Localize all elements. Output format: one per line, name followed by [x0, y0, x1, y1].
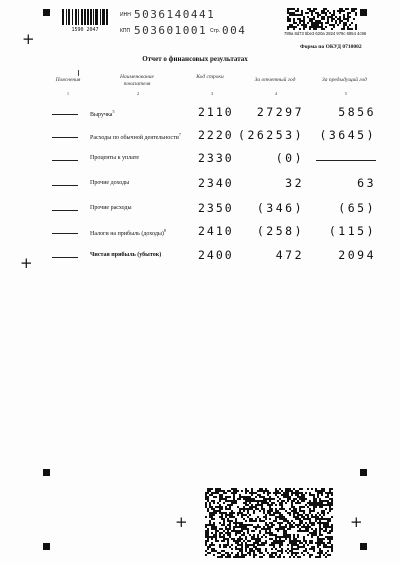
barcode-module	[281, 552, 283, 554]
indicator-name: Выручка$^5$	[90, 109, 115, 118]
barcode-module	[307, 534, 309, 536]
row-code: 2400	[198, 248, 234, 262]
column-number: 1	[66, 91, 70, 96]
kpp-value: 503601001	[134, 24, 208, 37]
previous-year-value: 5856	[338, 105, 376, 119]
barcode-bar	[95, 9, 98, 25]
barcode-module	[303, 28, 305, 30]
barcode-module	[263, 544, 265, 546]
barcode-module	[273, 498, 275, 500]
barcode-module	[245, 520, 247, 522]
column-number: 4	[274, 91, 278, 96]
barcode-bar	[81, 9, 83, 25]
barcode-module	[331, 508, 333, 510]
barcode-bar	[72, 9, 73, 25]
barcode-module	[207, 540, 209, 542]
barcode-module	[263, 492, 265, 494]
barcode-module	[219, 500, 221, 502]
column-header-notes: Пояснения	[55, 77, 81, 83]
barcode-module	[343, 28, 345, 30]
barcode-module	[213, 554, 215, 556]
registration-square-bottom-right	[360, 469, 367, 476]
barcode-module	[331, 538, 333, 540]
barcode-module	[343, 10, 345, 12]
barcode-module	[321, 534, 323, 536]
barcode-module	[235, 492, 237, 494]
barcode-module	[287, 28, 289, 30]
page-number: 004	[222, 24, 247, 37]
crosshair-mark: +	[22, 30, 35, 48]
barcode-module	[299, 556, 301, 558]
barcode-module	[205, 516, 207, 518]
barcode-module	[243, 556, 245, 558]
barcode-bar	[106, 9, 108, 25]
top-barcode	[62, 9, 108, 25]
barcode-module	[289, 20, 291, 22]
barcode-module	[315, 8, 317, 10]
barcode-module	[331, 28, 333, 30]
indicator-name: Прочие расходы	[90, 205, 132, 211]
barcode-module	[241, 490, 243, 492]
inn-label: ИНН	[120, 12, 131, 18]
barcode-module	[319, 544, 321, 546]
crosshair-mark: +	[350, 513, 363, 531]
barcode-module	[283, 556, 285, 558]
note-cell	[52, 210, 78, 211]
barcode-module	[303, 506, 305, 508]
barcode-module	[255, 528, 257, 530]
barcode-module	[273, 556, 275, 558]
barcode-module	[249, 554, 251, 556]
note-cell	[52, 257, 78, 258]
crosshair-mark: +	[20, 254, 33, 272]
previous-year-value: (115)	[328, 224, 376, 238]
barcode-bar	[78, 9, 79, 25]
barcode-module	[223, 540, 225, 542]
barcode-module	[249, 514, 251, 516]
barcode-module	[215, 496, 217, 498]
barcode-module	[269, 518, 271, 520]
barcode-module	[339, 22, 341, 24]
barcode-module	[231, 544, 233, 546]
barcode-module	[205, 554, 207, 556]
row-code: 2110	[198, 105, 234, 119]
barcode-module	[305, 26, 307, 28]
indicator-name: Чистая прибыль (убыток)	[90, 252, 162, 258]
barcode-module	[349, 12, 351, 14]
barcode-bar	[62, 9, 64, 25]
barcode-module	[327, 512, 329, 514]
barcode-module	[293, 28, 295, 30]
barcode-module	[299, 28, 301, 30]
note-cell	[52, 160, 78, 161]
barcode-module	[311, 536, 313, 538]
barcode-module	[229, 556, 231, 558]
barcode-module	[271, 548, 273, 550]
barcode-bar	[84, 9, 86, 25]
barcode-module	[327, 550, 329, 552]
note-cell	[52, 233, 78, 234]
barcode-module	[323, 18, 325, 20]
registration-square-bottom-left	[43, 469, 50, 476]
barcode-module	[313, 524, 315, 526]
barcode-module	[349, 24, 351, 26]
previous-year-value: (3645)	[319, 128, 376, 142]
barcode-module	[235, 502, 237, 504]
barcode-module	[307, 544, 309, 546]
barcode-module	[231, 552, 233, 554]
barcode-module	[255, 554, 257, 556]
kpp-label: КПП	[120, 28, 131, 34]
current-year-value: (0)	[275, 151, 304, 165]
barcode-module	[315, 506, 317, 508]
barcode-module	[271, 504, 273, 506]
barcode-module	[331, 20, 333, 22]
barcode-module	[323, 28, 325, 30]
barcode-module	[209, 552, 211, 554]
barcode-module	[207, 548, 209, 550]
top-barcode-number: 1590 2047	[71, 27, 99, 33]
barcode-module	[339, 12, 341, 14]
barcode-module	[297, 548, 299, 550]
barcode-bar	[90, 9, 92, 25]
previous-year-empty-line	[316, 160, 376, 161]
crosshair-mark: +	[175, 513, 188, 531]
barcode-module	[211, 538, 213, 540]
barcode-module	[289, 556, 291, 558]
note-cell	[52, 185, 78, 186]
barcode-module	[285, 502, 287, 504]
current-year-value: (346)	[256, 201, 304, 215]
barcode-module	[325, 26, 327, 28]
barcode-module	[211, 488, 213, 490]
barcode-module	[311, 488, 313, 490]
barcode-module	[253, 556, 255, 558]
barcode-module	[297, 24, 299, 26]
barcode-module	[323, 514, 325, 516]
column-number: 3	[210, 91, 214, 96]
barcode-module	[325, 508, 327, 510]
barcode-module	[239, 498, 241, 500]
barcode-module	[213, 514, 215, 516]
column-number: 5	[344, 91, 348, 96]
barcode-module	[331, 494, 333, 496]
previous-year-value: (65)	[338, 201, 376, 215]
barcode-module	[297, 552, 299, 554]
barcode-bar	[100, 9, 101, 25]
barcode-module	[233, 512, 235, 514]
indicator-name: Расходы по обычной деятельности$^7$	[90, 132, 181, 141]
barcode-module	[323, 538, 325, 540]
barcode-bar	[102, 9, 105, 25]
barcode-module	[255, 496, 257, 498]
bottom-2d-barcode	[205, 488, 333, 558]
row-code: 2350	[198, 201, 234, 215]
barcode-module	[259, 510, 261, 512]
barcode-module	[217, 540, 219, 542]
inn-value: 5036140441	[134, 8, 216, 21]
barcode-module	[313, 550, 315, 552]
barcode-module	[355, 28, 357, 30]
registration-square-bottom-right-2	[360, 543, 367, 550]
barcode-module	[269, 492, 271, 494]
barcode-module	[289, 514, 291, 516]
barcode-module	[331, 530, 333, 532]
row-code: 2220	[198, 128, 234, 142]
barcode-module	[271, 526, 273, 528]
current-year-value: 32	[285, 176, 304, 190]
barcode-module	[351, 22, 353, 24]
barcode-module	[225, 492, 227, 494]
barcode-module	[281, 544, 283, 546]
barcode-module	[313, 510, 315, 512]
barcode-module	[307, 12, 309, 14]
barcode-module	[261, 536, 263, 538]
indicator-name: Проценты к уплате	[90, 155, 139, 161]
barcode-module	[307, 22, 309, 24]
note-cell	[52, 114, 78, 115]
indicator-name: Налоги на прибыль (доходы)$^8$	[90, 228, 166, 237]
column-number: 2	[136, 91, 140, 96]
barcode-module	[317, 16, 319, 18]
barcode-module	[287, 552, 289, 554]
barcode-module	[331, 504, 333, 506]
barcode-module	[355, 14, 357, 16]
barcode-module	[351, 28, 353, 30]
barcode-module	[331, 550, 333, 552]
barcode-module	[333, 26, 335, 28]
column-header-current-year: За отчетный год	[254, 77, 296, 83]
barcode-module	[349, 16, 351, 18]
barcode-module	[249, 540, 251, 542]
barcode-module	[329, 510, 331, 512]
current-year-value: 27297	[256, 105, 304, 119]
registration-square-bottom-left-2	[43, 543, 50, 550]
barcode-module	[221, 556, 223, 558]
barcode-module	[231, 548, 233, 550]
barcode-module	[235, 534, 237, 536]
barcode-bar	[75, 9, 77, 25]
registration-square-top-right	[360, 9, 367, 16]
barcode-module	[265, 542, 267, 544]
column-header-indicator: Наименование показателя	[120, 74, 154, 87]
barcode-module	[319, 556, 321, 558]
barcode-module	[261, 556, 263, 558]
barcode-module	[303, 554, 305, 556]
barcode-module	[355, 8, 357, 10]
barcode-module	[329, 532, 331, 534]
indicator-name: Прочие доходы	[90, 180, 130, 186]
registration-square-top-left	[43, 9, 50, 16]
barcode-module	[337, 24, 339, 26]
barcode-module	[237, 490, 239, 492]
barcode-module	[265, 518, 267, 520]
current-year-value: (26253)	[238, 128, 304, 142]
barcode-module	[213, 502, 215, 504]
barcode-module	[287, 500, 289, 502]
column-header-code: Код строки	[196, 74, 224, 80]
previous-year-value: 2094	[338, 248, 376, 262]
barcode-module	[245, 554, 247, 556]
barcode-module	[307, 488, 309, 490]
barcode-module	[283, 540, 285, 542]
okud-form-code: Форма по ОКУД 0710002	[300, 44, 362, 50]
current-year-value: 472	[275, 248, 304, 262]
barcode-module	[329, 520, 331, 522]
barcode-module	[295, 26, 297, 28]
barcode-module	[231, 504, 233, 506]
row-code: 2410	[198, 224, 234, 238]
barcode-module	[237, 514, 239, 516]
barcode-module	[275, 504, 277, 506]
barcode-module	[347, 20, 349, 22]
barcode-module	[305, 498, 307, 500]
row-code: 2330	[198, 151, 234, 165]
barcode-module	[293, 556, 295, 558]
barcode-module	[219, 546, 221, 548]
barcode-module	[245, 492, 247, 494]
barcode-module	[277, 530, 279, 532]
barcode-module	[297, 536, 299, 538]
barcode-bar	[68, 9, 70, 25]
barcode-module	[291, 494, 293, 496]
barcode-module	[309, 556, 311, 558]
barcode-bar	[87, 9, 89, 25]
barcode-module	[305, 492, 307, 494]
page-label: Стр.	[210, 28, 221, 34]
barcode-module	[229, 496, 231, 498]
barcode-module	[299, 502, 301, 504]
barcode-module	[311, 542, 313, 544]
barcode-module	[223, 502, 225, 504]
column-header-previous-year: За предыдущий год	[322, 77, 367, 83]
barcode-module	[255, 520, 257, 522]
barcode-module	[281, 522, 283, 524]
barcode-module	[311, 554, 313, 556]
barcode-module	[321, 506, 323, 508]
barcode-module	[331, 516, 333, 518]
barcode-module	[293, 526, 295, 528]
barcode-module	[213, 544, 215, 546]
barcode-module	[289, 528, 291, 530]
barcode-module	[301, 488, 303, 490]
row-code: 2340	[198, 176, 234, 190]
barcode-module	[263, 554, 265, 556]
barcode-module	[285, 538, 287, 540]
barcode-module	[273, 524, 275, 526]
barcode-module	[321, 494, 323, 496]
top-2d-barcode	[287, 8, 357, 30]
top-code-text: 789a 8d73 5be3 620a 2824 979c 6854 4c96	[284, 31, 367, 36]
barcode-module	[225, 546, 227, 548]
barcode-module	[243, 510, 245, 512]
barcode-module	[331, 488, 333, 490]
barcode-module	[347, 8, 349, 10]
barcode-module	[325, 556, 327, 558]
barcode-module	[315, 28, 317, 30]
barcode-module	[265, 536, 267, 538]
note-cell	[52, 137, 78, 138]
barcode-module	[251, 494, 253, 496]
barcode-module	[215, 512, 217, 514]
barcode-module	[303, 500, 305, 502]
barcode-module	[259, 532, 261, 534]
barcode-module	[309, 28, 311, 30]
barcode-module	[297, 10, 299, 12]
barcode-module	[221, 508, 223, 510]
barcode-module	[213, 518, 215, 520]
barcode-module	[279, 556, 281, 558]
barcode-bar	[93, 9, 94, 25]
barcode-module	[253, 512, 255, 514]
header-tick	[78, 70, 79, 76]
barcode-module	[353, 18, 355, 20]
report-title: Отчет о финансовых результатах	[142, 55, 248, 63]
barcode-module	[253, 530, 255, 532]
barcode-bar	[66, 9, 67, 25]
current-year-value: (258)	[256, 224, 304, 238]
barcode-module	[329, 554, 331, 556]
previous-year-value: 63	[357, 176, 376, 190]
barcode-module	[287, 544, 289, 546]
